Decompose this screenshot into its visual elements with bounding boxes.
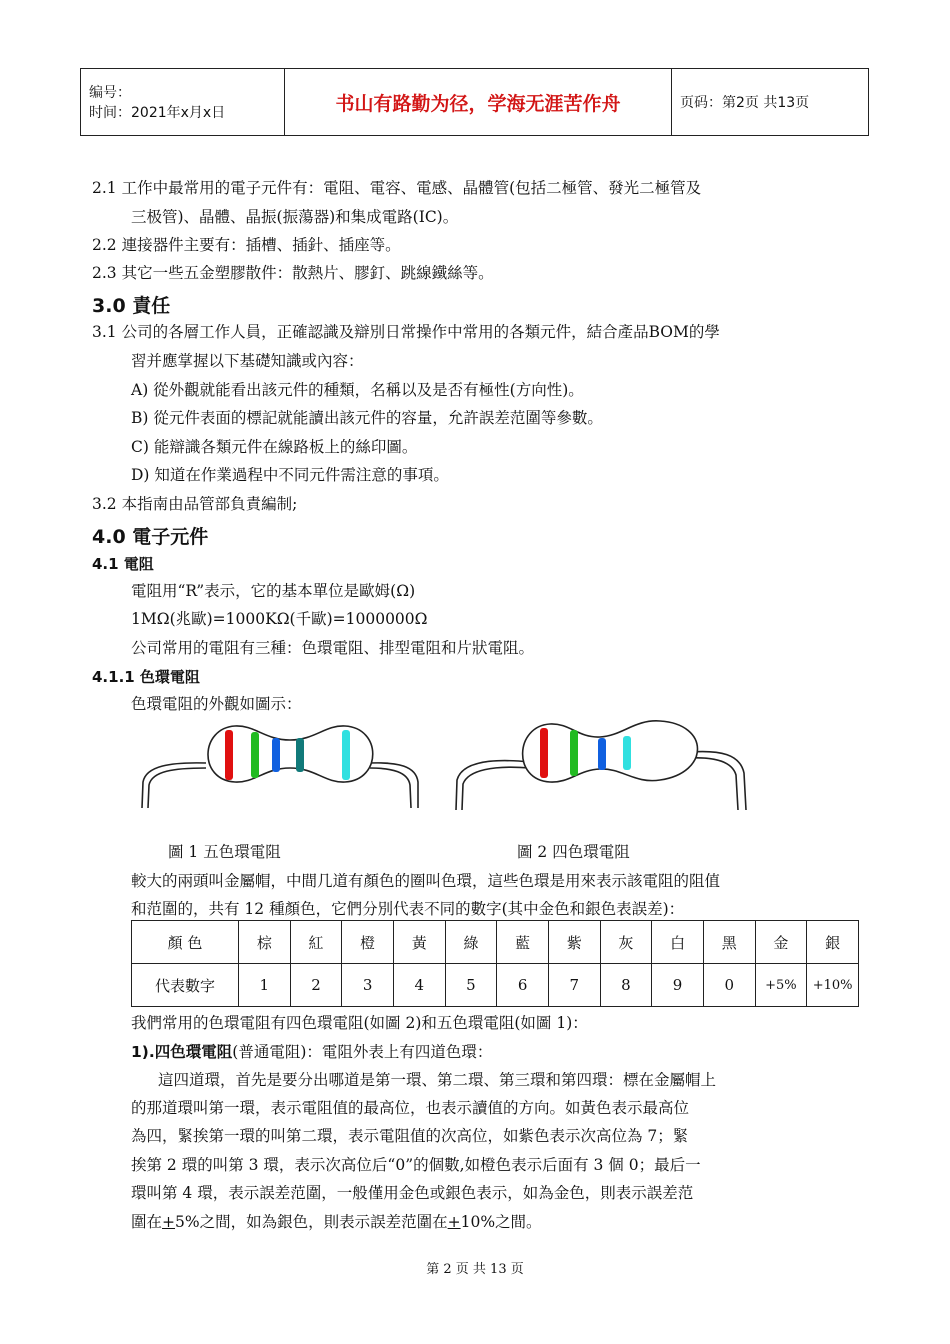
figure-2-caption: 圖 2 四色環電阻: [517, 843, 630, 861]
number-label: 编号：: [89, 85, 131, 101]
para-2-3: 2.3 其它一些五金塑膠散件：散熱片、膠釘、跳線鐵絲等。: [92, 264, 494, 282]
four-band-desc-line1: 這四道環，首先是要分出哪道是第一環、第二環、第三環和第四環：標在金屬帽上: [158, 1071, 717, 1089]
table-cell: 2: [290, 964, 342, 1007]
color-band: [272, 738, 280, 772]
table-cell: 黃: [393, 921, 445, 964]
color-band: [225, 730, 233, 780]
four-band-desc-line4: 挨第 2 環的叫第 3 環，表示次高位后“0”的個數,如橙色表示后面有 3 個 0；最后一: [131, 1156, 701, 1174]
page-header: [80, 68, 869, 136]
resistor-illustrations: [130, 718, 780, 828]
table-cell: 灰: [600, 921, 652, 964]
heading-4-1: 4.1 電阻: [92, 555, 154, 573]
table-row: [132, 921, 859, 964]
four-band-heading-tail: (普通電阻)：電阻外表上有四道色環：: [232, 1043, 493, 1061]
table-cell: 棕: [239, 921, 291, 964]
table-cell: 4: [393, 964, 445, 1007]
resistor-unit-text: 電阻用“R”表示，它的基本單位是歐姆(Ω): [131, 582, 416, 600]
color-code-table: [131, 920, 859, 1007]
page-footer: 第 2 页 共 13 页: [426, 1262, 524, 1277]
resistor-four-band-image: [456, 721, 746, 810]
table-row: [132, 964, 859, 1007]
table-cell: 紫: [548, 921, 600, 964]
four-band-heading: 1).四色環電阻: [131, 1043, 233, 1061]
table-cell: 金: [755, 921, 807, 964]
para-3-2: 3.2 本指南由品管部負責編制;: [92, 495, 298, 513]
resistor-types-text: 公司常用的電阻有三種：色環電阻、排型電阻和片狀電阻。: [131, 639, 535, 657]
table-row-label: 顏 色: [132, 921, 239, 964]
table-cell: 黑: [703, 921, 755, 964]
color-band: [623, 736, 631, 770]
heading-4-1-1: 4.1.1 色環電阻: [92, 668, 200, 686]
plus-minus-sign: +: [162, 1213, 176, 1231]
table-cell: +10%: [807, 964, 859, 1007]
table-cell: 白: [652, 921, 704, 964]
color-band: [296, 738, 304, 772]
table-cell: +5%: [755, 964, 807, 1007]
para-2-1-line2: 三极管)、晶體、晶振(振蕩器)和集成電路(IC)。: [131, 208, 459, 226]
heading-4-0: 4.0 電子元件: [92, 526, 209, 548]
resistor-conversion-text: 1MΩ(兆歐)=1000KΩ(千歐)=1000000Ω: [131, 610, 428, 628]
text-span: 圍在: [131, 1213, 163, 1231]
four-band-desc-line3: 為四，緊挨第一環的叫第二環，表示電阻值的次高位，如紫色表示次高位為 7；緊: [131, 1127, 689, 1145]
color-band: [598, 738, 606, 770]
para-2-1-line1: 2.1 工作中最常用的電子元件有：電阻、電容、電感、晶體管(包括二極管、發光二極管及: [92, 179, 702, 197]
color-ring-desc-line2: 和范圍的，共有 12 種顏色，它們分別代表不同的數字(其中金色和銀色表誤差)：: [131, 900, 685, 918]
color-band: [342, 730, 350, 780]
table-cell: 0: [703, 964, 755, 1007]
time-label: 时间：2021年x月x日: [89, 105, 226, 121]
color-band: [540, 728, 548, 778]
table-cell: 3: [342, 964, 394, 1007]
table-cell: 藍: [497, 921, 549, 964]
item-a: A) 從外觀就能看出該元件的種類，名稱以及是否有極性(方向性)。: [131, 381, 584, 399]
heading-3-0: 3.0 責任: [92, 295, 171, 317]
header-meta: [81, 69, 285, 136]
item-b: B) 從元件表面的標記就能讀出該元件的容量，允許誤差范圍等參數。: [131, 409, 603, 427]
table-cell: 5: [445, 964, 497, 1007]
four-band-desc-line6: [131, 1212, 542, 1232]
table-cell: 銀: [807, 921, 859, 964]
para-3-1-line2: 習并應掌握以下基礎知識或內容：: [131, 352, 364, 370]
color-ring-desc-line1: 較大的兩頭叫金屬帽，中間几道有顏色的圈叫色環，這些色環是用來表示該電阻的阻值: [131, 872, 721, 890]
table-row-label: 代表數字: [132, 964, 239, 1007]
para-2-2: 2.2 連接器件主要有：插槽、插針、插座等。: [92, 236, 401, 254]
common-types-text: 我們常用的色環電阻有四色環電阻(如圖 2)和五色環電阻(如圖 1)：: [131, 1014, 588, 1032]
color-band: [570, 730, 578, 776]
table-cell: 紅: [290, 921, 342, 964]
appearance-text: 色環電阻的外觀如圖示：: [131, 695, 302, 713]
item-c: C) 能辯識各類元件在線路板上的絲印圖。: [131, 438, 418, 456]
para-3-1-line1: 3.1 公司的各層工作人員，正確認識及辯別日常操作中常用的各類元件，結合產品BOM的學: [92, 323, 720, 341]
four-band-desc-line2: 的那道環叫第一環，表示電阻值的最高位，也表示讀值的方向。如黃色表示最高位: [131, 1099, 690, 1117]
table-cell: 7: [548, 964, 600, 1007]
text-span: 5%之間，如為銀色，則表示誤差范圍在: [175, 1213, 448, 1231]
table-cell: 橙: [342, 921, 394, 964]
four-band-intro: [131, 1042, 492, 1062]
plus-minus-sign: +: [447, 1213, 461, 1231]
four-band-desc-line5: 環叫第 4 環，表示誤差范圍，一般僅用金色或銀色表示，如為金色，則表示誤差范: [131, 1184, 694, 1202]
header-motto: 书山有路勤为径，学海无涯苦作舟: [285, 69, 672, 136]
item-d: D) 知道在作業過程中不同元件需注意的事項。: [131, 466, 449, 484]
figure-1-caption: 圖 1 五色環電阻: [168, 843, 281, 861]
table-cell: 綠: [445, 921, 497, 964]
table-cell: 6: [497, 964, 549, 1007]
table-cell: 1: [239, 964, 291, 1007]
text-span: 10%之間。: [460, 1213, 542, 1231]
resistor-five-band-image: [142, 726, 418, 808]
table-cell: 9: [652, 964, 704, 1007]
table-cell: 8: [600, 964, 652, 1007]
color-band: [251, 732, 259, 778]
page-label: 页码：第2页 共13页: [672, 69, 869, 136]
